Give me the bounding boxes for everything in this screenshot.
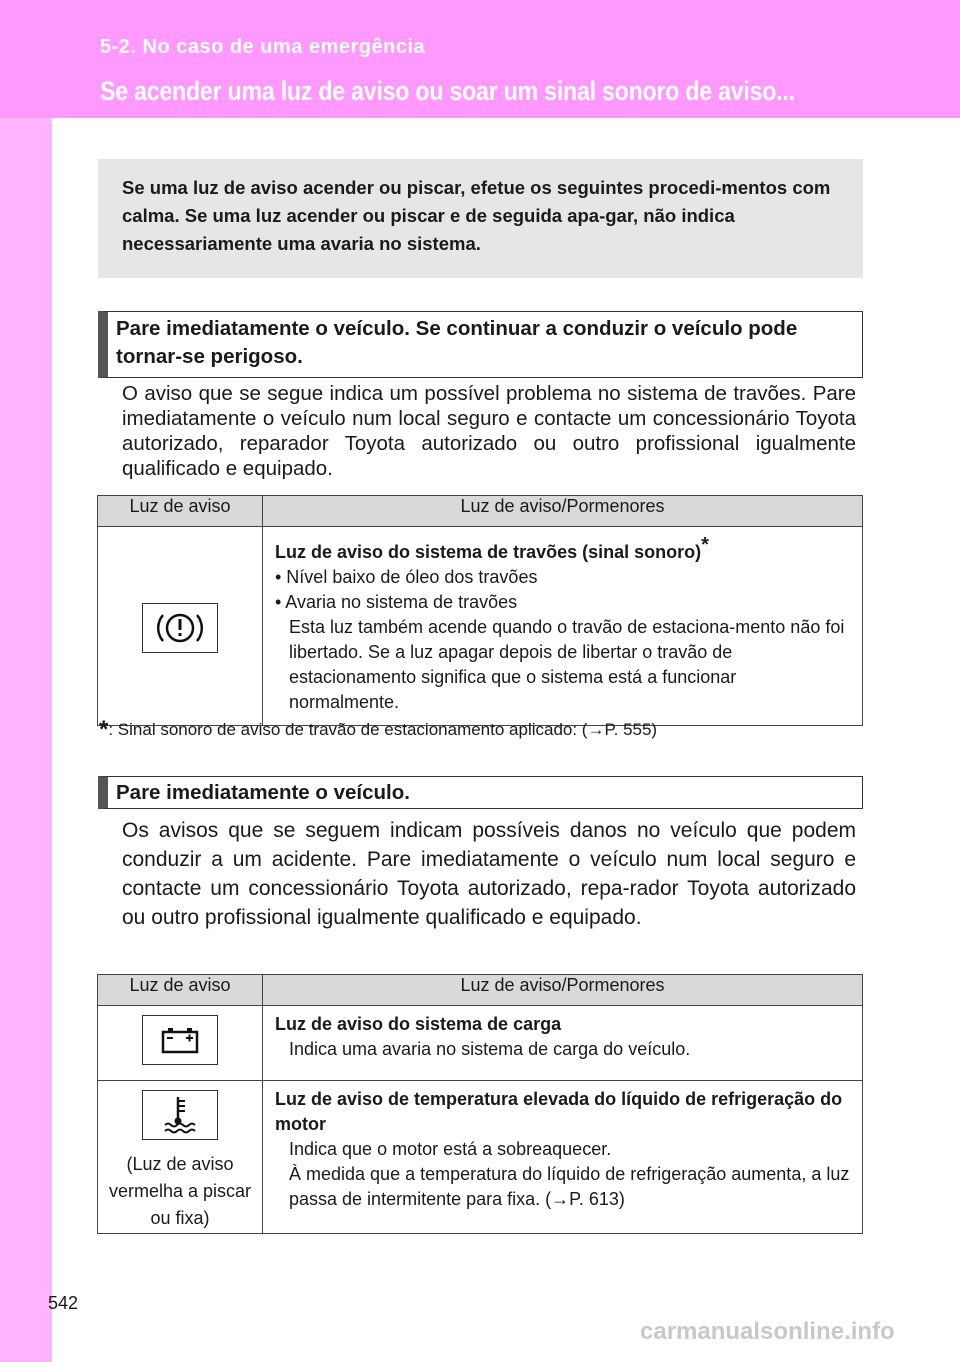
details-cell	[263, 1081, 863, 1234]
row-title: Luz de aviso do sistema de travões (sinal sonoro)	[275, 542, 702, 562]
column-header-light: Luz de aviso	[98, 975, 263, 1006]
page-number: 542	[48, 1293, 79, 1313]
column-header-details: Luz de aviso/Pormenores	[263, 496, 863, 527]
side-bar	[0, 0, 52, 1362]
table-row	[98, 1006, 863, 1081]
brake-warning-icon	[142, 603, 218, 653]
bullet-item: • Nível baixo de óleo dos travões	[275, 567, 538, 587]
bullet-item: • Avaria no sistema de travões	[275, 592, 518, 612]
block1-body: O aviso que se segue indica um possível problema no sistema de travões. Pare imediatamente o veículo num local seguro e contacte um concessionário Toyota autorizado, reparador Toyota autorizado ou outro profissional igualmente qualificado e equipado.	[122, 382, 856, 480]
coolant-temperature-icon	[142, 1090, 218, 1140]
battery-charge-icon	[142, 1015, 218, 1065]
table-row	[98, 1081, 863, 1234]
details-cell	[263, 1006, 863, 1081]
table-header	[98, 975, 863, 1006]
row-text: À medida que a temperatura do líquido de refrigeração aumenta, a luz passa de intermitente para fixa. (→P. 613)	[289, 1164, 850, 1209]
warning-table-2	[97, 974, 863, 1234]
page-header	[0, 0, 960, 118]
row-text: Indica que o motor está a sobreaquecer.	[289, 1139, 612, 1159]
details-cell	[263, 527, 863, 726]
footnote-mark: *	[99, 716, 109, 743]
table-header	[98, 496, 863, 527]
block2-heading: Pare imediatamente o veículo.	[98, 776, 863, 809]
row-text: Indica uma avaria no sistema de carga do veículo.	[289, 1039, 691, 1059]
icon-cell	[98, 527, 263, 726]
row-title: Luz de aviso de temperatura elevada do líquido de refrigeração do motor	[275, 1089, 843, 1134]
row-title: Luz de aviso do sistema de carga	[275, 1014, 562, 1034]
icon-cell	[98, 1081, 263, 1234]
asterisk: *	[701, 534, 709, 556]
column-header-details: Luz de aviso/Pormenores	[263, 975, 863, 1006]
section-label: 5-2. No caso de uma emergência	[100, 36, 426, 58]
icon-cell	[98, 1006, 263, 1081]
page-title: Se acender uma luz de aviso ou soar um sinal sonoro de aviso...	[100, 76, 795, 106]
footnote-text: : Sinal sonoro de aviso de travão de estacionamento aplicado: (→P. 555)	[108, 720, 658, 739]
column-header-light: Luz de aviso	[98, 496, 263, 527]
watermark: carmanualsonline.info	[640, 1318, 895, 1345]
intro-box: Se uma luz de aviso acender ou piscar, efetue os seguintes procedi-mentos com calma. Se uma luz acender ou piscar e de seguida apa-gar, não indica necessariamente uma avaria no sistema.	[98, 159, 863, 278]
block1-heading: Pare imediatamente o veículo. Se continuar a conduzir o veículo pode tornar-se perigoso.	[98, 311, 863, 378]
row-note: Esta luz também acende quando o travão de estaciona-mento não foi libertado. Se a luz apagar depois de libertar o travão de estacionamento significa que o sistema está a funcionar normalmente.	[289, 617, 845, 712]
table-row	[98, 527, 863, 726]
warning-table-1	[97, 495, 863, 726]
icon-caption: (Luz de aviso vermelha a piscar ou fixa)	[108, 1154, 252, 1228]
block2-body: Os avisos que se seguem indicam possíveis danos no veículo que podem conduzir a um acidente. Pare imediatamente o veículo num local seguro e contacte um concessionário Toyota autorizado, repa-rador Toyota autorizado ou outro profissional igualmente qualificado e equipado.	[122, 819, 856, 929]
footnote	[99, 716, 657, 744]
